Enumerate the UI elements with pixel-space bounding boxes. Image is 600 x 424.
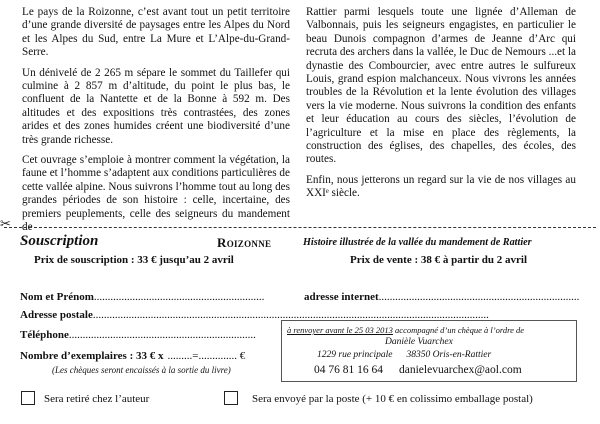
postal-address-field[interactable]: ................................................................................................................................................ (92, 309, 489, 321)
subscription-title: Souscription (20, 233, 99, 249)
article-left-column (22, 6, 290, 242)
cheques-note: (Les chèques seront encaissés à la sortie du livre) (52, 365, 231, 375)
email-label: adresse internet (304, 291, 379, 303)
recipient-email: danielevuarchex@aol.com (399, 364, 522, 376)
postal-address-label: Adresse postale (20, 309, 93, 321)
name-field-row (20, 287, 264, 305)
recipient-city: 38350 Oris-en-Rattier (406, 350, 492, 360)
send-to-box (281, 320, 577, 382)
phone-field[interactable]: .................................................................... (68, 329, 256, 341)
postal-delivery-checkbox[interactable] (224, 391, 238, 405)
conclusion-paragraph: Enfin, nous jetterons un regard sur la vie de nos villages au XXIᵉ siècle. (306, 173, 576, 200)
sale-price: Prix de vente : 38 € à partir du 2 avril (350, 254, 527, 266)
name-label: Nom et Prénom (20, 291, 94, 303)
recipient-address (317, 350, 491, 360)
pickup-option-label: Sera retiré chez l’auteur (44, 393, 150, 405)
scissors-icon: ✂ (0, 217, 11, 232)
send-deadline-date: à renvoyer avant le 25 03 2013 (287, 325, 393, 335)
article-right-column (306, 6, 576, 208)
copies-label: Nombre d’exemplaires : 33 € x (20, 350, 164, 362)
recipient-contact (314, 364, 522, 376)
lords-paragraph: Rattier parmi lesquels toute une lignée d’Alleman de Valbonnais, puis les seigneurs engagistes, en particulier le beau Dunois compagnon d’armes de Jeanne d’Arc qui recruta des archers dans la vallée, le Duc de Nemours ...et la dynastie des Combourcier, avec entre autres le sulfureux Louis, grand espion malchanceux. Nous vivrons les années troubles de la Révolution et la lente évolution des villages vers la vie moderne. Nous suivrons la condition des enfants et leur éducation au cours des siècles, l’évolution de l’agriculture et la mise en place des règlements, la construction des églises, des chapelles, des écoles, des routes. (306, 6, 576, 166)
cut-line (4, 227, 596, 228)
subscription-price: Prix de souscription : 33 € jusqu’au 2 avril (34, 254, 234, 266)
recipient-phone: 04 76 81 16 64 (314, 364, 383, 376)
copies-field[interactable]: .........=.............. € (167, 350, 246, 362)
send-deadline (287, 325, 524, 335)
phone-row (20, 325, 256, 343)
name-field[interactable]: .............................................................. (93, 291, 265, 303)
intro-paragraph: Le pays de la Roizonne, c’est avant tout un petit territoire d’une grande diversité de paysages entre les Alpes du Nord et les Alpes du Sud, entre La Mure et L’Alpe-du-Grand-Serre. (22, 6, 290, 59)
send-cheque-note: accompagné d’un chèque à l’ordre de (392, 325, 524, 335)
phone-label: Téléphone (20, 329, 69, 341)
postal-delivery-option-label: Sera envoyé par la poste (+ 10 € en colissimo emballage postal) (252, 393, 533, 405)
history-paragraph: Cet ouvrage s’emploie à montrer comment la végétation, la faune et l’homme s’adaptent aux conditions particulières de cette vallée alpine. Nous suivrons l’homme tout au long des grandes périodes de son histoire : celle, incertaine, des premiers peuplements, celle des seigneurs du mandement de (22, 154, 290, 234)
email-field[interactable]: ......................................................................... (378, 291, 580, 303)
pickup-checkbox[interactable] (21, 391, 35, 405)
book-subtitle: Histoire illustrée de la vallée du mandement de Rattier (303, 237, 532, 248)
book-brand: Roizonne (217, 235, 272, 250)
recipient-name: Danièle Vuarchex (385, 337, 453, 347)
recipient-street: 1229 rue principale (317, 350, 393, 360)
altitude-paragraph: Un dénivelé de 2 265 m sépare le sommet du Taillefer qui culmine à 2 857 m d’altitude, du point le plus bas, le confluent de la Nantette et de la Bonne à 592 m. Des altitudes et des expositions très contrastées, des zones arides et des zones humides créent une biodiversité d’une très grande richesse. (22, 66, 290, 146)
copies-row (20, 346, 245, 364)
email-field-row (304, 287, 579, 305)
